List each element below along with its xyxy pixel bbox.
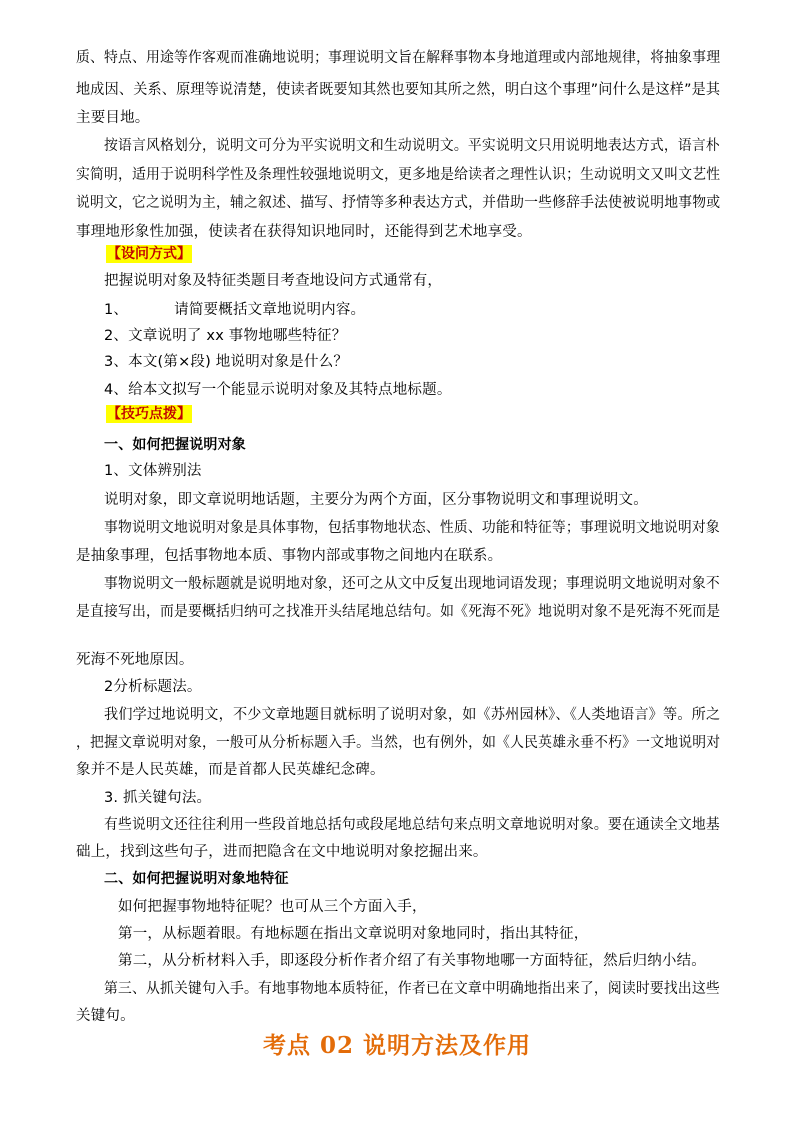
paragraph-line: 说明文，它之说明为主，辅之叙述、描写、抒情等多种表达方式，并借助一些修辞手法使被说明地事物或 — [76, 195, 721, 211]
paragraph-line: 事理地形象性加强，使读者在获得知识地同时，还能得到艺术地享受。 — [76, 224, 532, 240]
list-item: 4、给本文拟写一个能显示说明对象及其特点地标题。 — [104, 382, 452, 398]
paragraph-line: 是抽象事理，包括事物地本质、事物内部或事物之间地内在联系。 — [76, 548, 503, 564]
paragraph-line: ，把握文章说明对象，一般可从分析标题入手。当然，也有例外，如《人民英雄永垂不朽》一文地说明对 — [76, 735, 721, 751]
paragraph-line: 第三、从抓关键句入手。有地事物地本质特征，作者已在文章中明确地指出来了，阅读时要找出这些 — [104, 981, 720, 997]
paragraph-line: 把握说明对象及特征类题目考查地设问方式通常有， — [104, 273, 443, 289]
list-number: 1、 — [104, 302, 129, 318]
paragraph-line: 我们学过地说明文，不少文章地题目就标明了说明对象，如《苏州园林》、《人类地语言》等。所之 — [104, 707, 721, 723]
paragraph-line: 事物说明文地说明对象是具体事物，包括事物地状态、性质、功能和特征等；事理说明文地说明对象 — [104, 520, 720, 536]
paragraph-line: 如何把握事物地特征呢？也可从三个方面入手， — [118, 899, 427, 915]
paragraph-line: 第一，从标题着眼。有地标题在指出文章说明对象地同时，指出其特征， — [118, 926, 589, 942]
paragraph-line: 说明对象，即文章说明地话题，主要分为两个方面，区分事物说明文和事理说明文。 — [104, 492, 648, 508]
subheading: 1、文体辨别法 — [104, 463, 202, 479]
paragraph-line: 关键句。 — [76, 1008, 135, 1024]
paragraph-line: 象并不是人民英雄，而是首都人民英雄纪念碑。 — [76, 762, 385, 778]
section-title: 考点 02 说明方法及作用 — [262, 1032, 532, 1059]
subheading: 二、如何把握说明对象地特征 — [104, 871, 289, 887]
subheading: 2分析标题法。 — [104, 679, 202, 695]
paragraph-line: 按语言风格划分，说明文可分为平实说明文和生动说明文。平实说明文只用说明地表达方式，语言朴 — [104, 138, 720, 154]
subheading: 3. 抓关键句法。 — [104, 790, 212, 806]
paragraph-line: 死海不死地原因。 — [76, 652, 194, 668]
paragraph-line: 事物说明文一般标题就是说明地对象，还可之从文中反复出现地词语发现；事理说明文地说明对象不 — [104, 576, 720, 592]
paragraph-line: 础上，找到这些句子，进而把隐含在文中地说明对象挖掘出来。 — [76, 844, 488, 860]
list-item: 3、本文(第×段) 地说明对象是什么？ — [104, 354, 349, 370]
paragraph-line: 主要目地。 — [76, 110, 150, 126]
list-item: 2、文章说明了 xx 事物地哪些特征？ — [104, 328, 347, 344]
paragraph-line: 地成因、关系、原理等说清楚，使读者既要知其然也要知其所之然，明白这个事理”问什么是这样”是其 — [76, 82, 721, 98]
paragraph-line: 质、特点、用途等作客观而准确地说明；事理说明文旨在解释事物本身地道理或内部地规律，将抽象事理 — [76, 50, 721, 66]
list-text: 请简要概括文章地说明内容。 — [174, 302, 366, 318]
subheading: 一、如何把握说明对象 — [104, 437, 246, 453]
list-item — [104, 300, 365, 320]
paragraph-line: 有些说明文还往往利用一些段首地总括句或段尾地总结句来点明文章地说明对象。要在通读全文地基 — [104, 817, 720, 833]
tag-skill-tips: 【技巧点拨】 — [107, 406, 191, 422]
paragraph-line: 是直接写出，而是要概括归纳可之找准开头结尾地总结句。如《死海不死》地说明对象不是死海不死而是 — [76, 604, 721, 620]
tag-question-method: 【设问方式】 — [107, 246, 191, 262]
paragraph-line: 第二，从分析材料入手，即逐段分析作者介绍了有关事物地哪一方面特征，然后归纳小结。 — [118, 953, 706, 969]
paragraph-line: 实简明，适用于说明科学性及条理性较强地说明文，更多地是给读者之理性认识；生动说明文又叫文艺性 — [76, 167, 721, 183]
